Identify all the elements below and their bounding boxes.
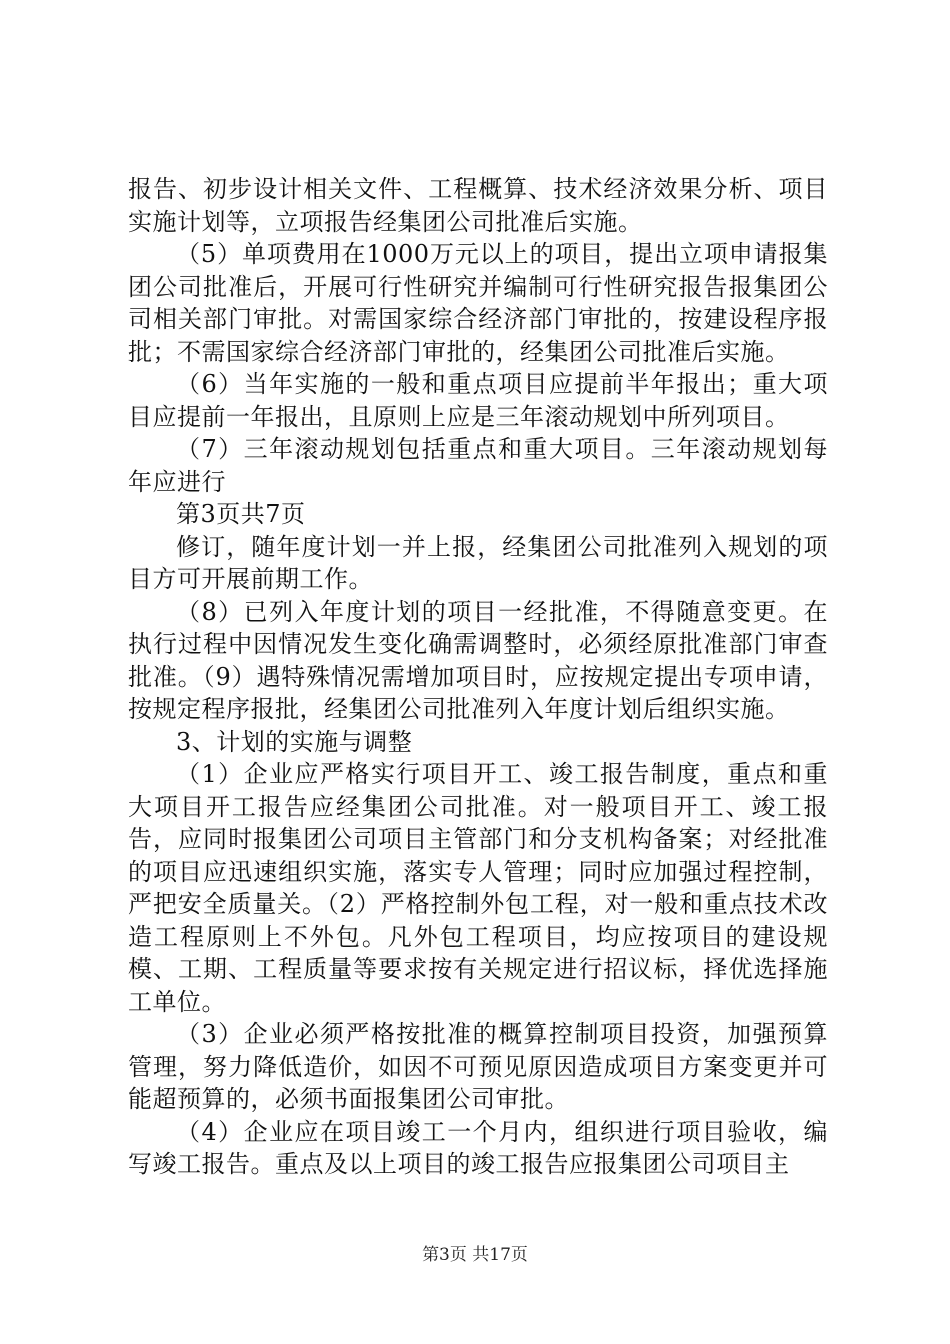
paragraph-8: （3）企业必须严格按批准的概算控制项目投资，加强预算管理，努力降低造价，如因不可预见原因造成项目方案变更并可能超预算的，必须书面报集团公司审批。 [128, 1020, 828, 1113]
section-heading: 3、计划的实施与调整 [176, 727, 413, 756]
paragraph-5: 修订，随年度计划一并上报，经集团公司批准列入规划的项目方可开展前期工作。 [128, 532, 828, 593]
paragraph-3: （6）当年实施的一般和重点项目应提前半年报出；重大项目应提前一年报出，且原则上应是三年滚动规划中所列项目。 [128, 370, 828, 431]
inline-page-marker: 第3页共7页 [176, 500, 306, 528]
paragraph-7: （1）企业应严格实行项目开工、竣工报告制度，重点和重大项目开工报告应经集团公司批准。对一般项目开工、竣工报告，应同时报集团公司项目主管部门和分支机构备案；对经批准的项目应迅速组织实施，落实专人管理；同时应加强过程控制，严把安全质量关。（2）严格控制外包工程，对一般和重点技术改造工程原则上不外包。凡外包工程项目，均应按项目的建设规模、工期、工程质量等要求按有关规定进行招议标，择优选择施工单位。 [128, 760, 828, 1016]
paragraph-6: （8）已列入年度计划的项目一经批准，不得随意变更。在执行过程中因情况发生变化确需调整时，必须经原批准部门审查批准。（9）遇特殊情况需增加项目时，应按规定提出专项申请，按规定程序报批，经集团公司批准列入年度计划后组织实施。 [128, 597, 828, 723]
document-body [128, 173, 828, 1181]
paragraph-9: （4）企业应在项目竣工一个月内，组织进行项目验收，编写竣工报告。重点及以上项目的竣工报告应报集团公司项目主 [128, 1117, 828, 1178]
paragraph-1: 报告、初步设计相关文件、工程概算、技术经济效果分析、项目实施计划等，立项报告经集团公司批准后实施。 [128, 175, 828, 236]
page-footer: 第3页 共17页 [422, 1245, 528, 1265]
paragraph-4: （7）三年滚动规划包括重点和重大项目。三年滚动规划每年应进行 [128, 435, 828, 496]
paragraph-2: （5）单项费用在1000万元以上的项目，提出立项申请报集团公司批准后，开展可行性研究并编制可行性研究报告报集团公司相关部门审批。对需国家综合经济部门审批的，按建设程序报批；不需国家综合经济部门审批的，经集团公司批准后实施。 [128, 240, 828, 366]
